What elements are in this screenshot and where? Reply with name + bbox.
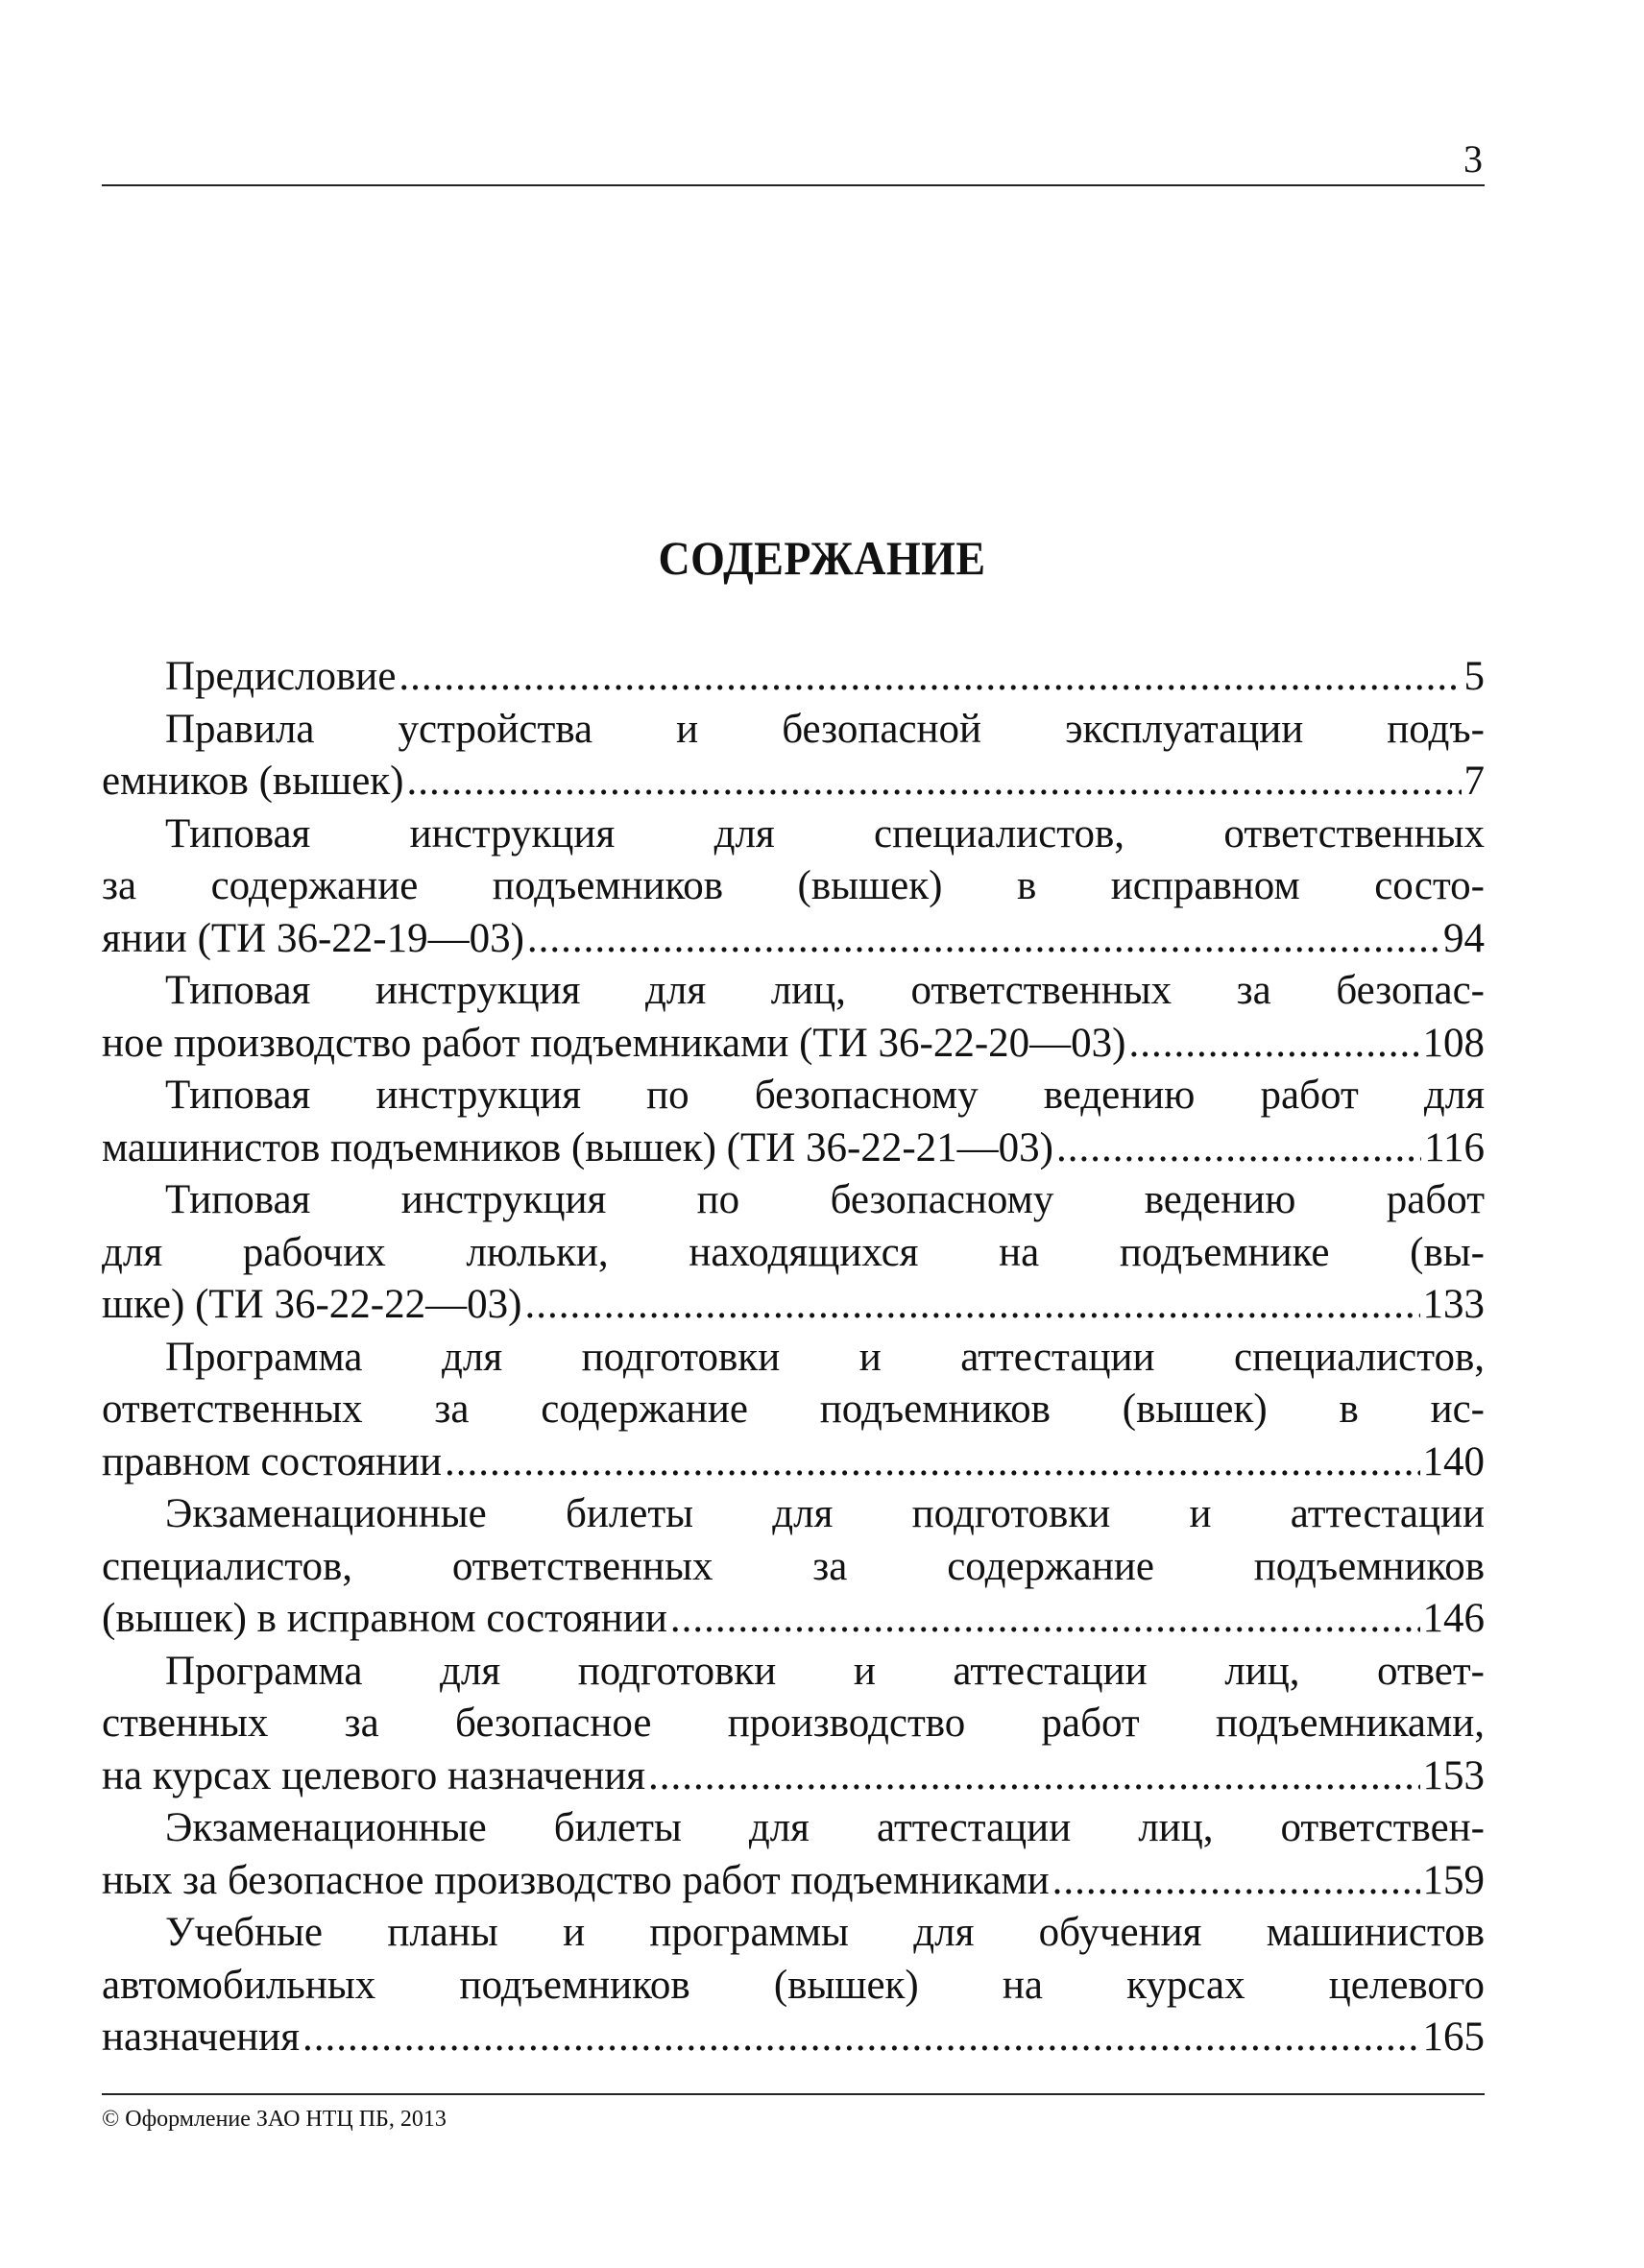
toc-entry-title-end: емников (вышек) — [102, 759, 404, 804]
dot-leader — [1052, 1855, 1420, 1908]
toc-page-number: 108 — [1422, 1020, 1485, 1066]
toc-entry-final-line — [102, 651, 1485, 704]
toc-page-number: 153 — [1422, 1752, 1485, 1798]
toc-page-number: 7 — [1463, 759, 1485, 804]
toc-entry-title-end: ное производство работ подъемниками (ТИ 36-22-20—03) — [102, 1020, 1126, 1066]
toc-entry-final-line — [102, 1855, 1485, 1908]
dot-leader — [399, 651, 1461, 704]
dot-leader — [670, 1593, 1420, 1646]
toc-entry-final-line — [102, 1593, 1485, 1646]
toc-entry-final-line — [102, 756, 1485, 808]
dot-leader — [407, 756, 1462, 808]
copyright-footer: © Оформление ЗАО НТЦ ПБ, 2013 — [102, 2107, 447, 2132]
toc-entry — [102, 1332, 1485, 1489]
footer-rule — [102, 2093, 1485, 2095]
header-rule — [102, 184, 1485, 186]
toc-page-number: 159 — [1422, 1857, 1485, 1903]
toc-entry-line: для рабочих люльки, находящихся на подъемнике (вы- — [102, 1229, 1485, 1275]
toc-entry-line: Учебные планы и программы для обучения машинистов — [165, 1910, 1485, 1955]
toc-page-number: 5 — [1463, 654, 1485, 699]
toc-entry — [102, 1646, 1485, 1803]
toc-entry-line: Типовая инструкция по безопасному ведению работ для — [165, 1073, 1485, 1118]
dot-leader — [527, 913, 1440, 966]
toc-entry — [102, 1070, 1485, 1174]
toc-entry-final-line — [102, 913, 1485, 966]
dot-leader — [302, 2012, 1420, 2064]
toc-page-number: 165 — [1422, 2015, 1485, 2060]
dot-leader — [1128, 1018, 1419, 1071]
toc-page-number: 116 — [1424, 1124, 1485, 1170]
toc-entry-line: за содержание подъемников (вышек) в исправном состо- — [102, 863, 1485, 908]
toc-entry-final-line — [102, 1750, 1485, 1803]
toc-page-number: 140 — [1422, 1438, 1485, 1484]
toc-page-number: 133 — [1422, 1282, 1485, 1327]
toc-entry — [102, 1802, 1485, 1907]
dot-leader — [524, 1279, 1419, 1332]
toc-entry-line: Типовая инструкция для специалистов, ответственных — [165, 810, 1485, 857]
toc-entry-line: специалистов, ответственных за содержание подъемников — [102, 1543, 1485, 1589]
page-number: 3 — [1463, 137, 1483, 181]
toc-entry — [102, 1488, 1485, 1646]
toc-entry-title-end: правном состоянии — [102, 1438, 443, 1484]
page-title: СОДЕРЖАНИЕ — [658, 531, 986, 585]
toc-entry — [102, 1174, 1485, 1332]
toc-entry-line: Программа для подготовки и аттестации специалистов, — [165, 1334, 1485, 1380]
toc-entry — [102, 808, 1485, 966]
toc-entry-title-end: Предисловие — [165, 654, 397, 699]
toc-entry-line: ственных за безопасное производство работ подъемниками, — [102, 1701, 1485, 1746]
toc-entry-final-line — [102, 1018, 1485, 1071]
toc-entry — [102, 1907, 1485, 2064]
toc-entry-final-line — [102, 1279, 1485, 1332]
toc-entry-line: Программа для подготовки и аттестации лиц, ответ- — [165, 1648, 1485, 1694]
toc-entry-line: Экзаменационные билеты для подготовки и аттестации — [165, 1491, 1485, 1536]
toc-entry-title-end: (вышек) в исправном состоянии — [102, 1596, 667, 1641]
toc-entry-title-end: янии (ТИ 36-22-19—03) — [102, 915, 524, 961]
dot-leader — [1056, 1122, 1421, 1175]
toc-entry-title-end: назначения — [102, 2015, 300, 2060]
toc-page-number: 146 — [1422, 1596, 1485, 1641]
toc-entry-line: Экзаменационные билеты для аттестации лиц, ответствен- — [165, 1805, 1485, 1850]
toc-entry-title-end: шке) (ТИ 36-22-22—03) — [102, 1282, 522, 1327]
toc-entry-line: автомобильных подъемников (вышек) на курсах целевого — [102, 1962, 1485, 2008]
toc-entry-title-end: ных за безопасное производство работ подъемниками — [102, 1857, 1050, 1903]
toc-entry — [102, 651, 1485, 704]
toc-entry-line: Правила устройства и безопасной эксплуатации подъ- — [165, 706, 1485, 752]
toc-entry-final-line — [102, 1122, 1485, 1175]
table-of-contents — [102, 651, 1485, 2064]
toc-entry-final-line — [102, 1436, 1485, 1489]
dot-leader — [648, 1750, 1419, 1803]
toc-page-number: 94 — [1443, 915, 1485, 961]
toc-entry-title-end: на курсах целевого назначения — [102, 1752, 646, 1798]
toc-entry-line: ответственных за содержание подъемников (вышек) в ис- — [102, 1387, 1485, 1432]
toc-entry-title-end: машинистов подъемников (вышек) (ТИ 36-22-21—03) — [102, 1124, 1053, 1170]
toc-entry — [102, 965, 1485, 1070]
toc-entry — [102, 704, 1485, 808]
toc-entry-final-line — [102, 2012, 1485, 2064]
toc-entry-line: Типовая инструкция для лиц, ответственных за безопас- — [165, 968, 1485, 1013]
dot-leader — [445, 1436, 1419, 1489]
toc-entry-line: Типовая инструкция по безопасному ведению работ — [165, 1177, 1485, 1222]
